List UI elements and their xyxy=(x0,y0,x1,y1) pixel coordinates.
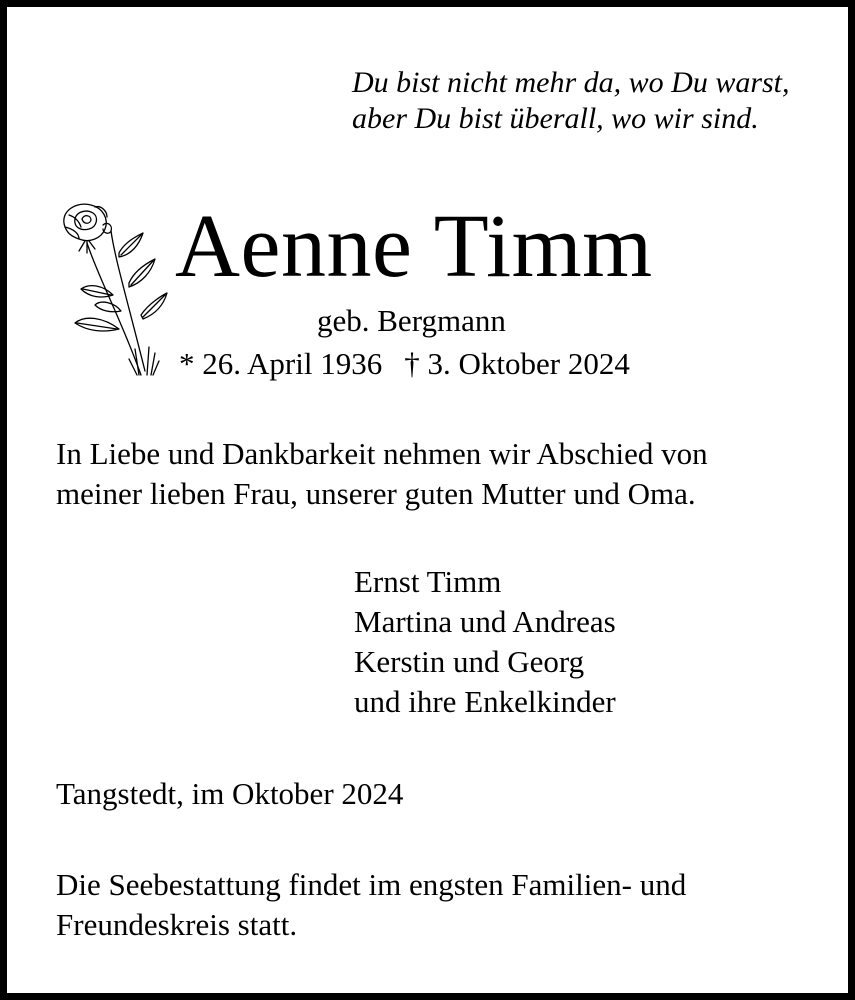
deceased-name: Aenne Timm xyxy=(175,197,653,296)
funeral-note-line-1: Die Seebestattung findet im engsten Familien- und xyxy=(56,867,687,902)
mourner-name: Kerstin und Georg xyxy=(354,644,585,679)
place-date: Tangstedt, im Oktober 2024 xyxy=(56,776,404,811)
rose-icon xyxy=(55,199,173,377)
quote-line-1: Du bist nicht mehr da, wo Du warst, xyxy=(352,66,790,99)
farewell-message xyxy=(56,434,708,514)
mourner-name: Ernst Timm xyxy=(354,564,502,599)
birth-name: geb. Bergmann xyxy=(317,303,506,338)
life-dates xyxy=(179,346,630,382)
funeral-note xyxy=(56,865,686,945)
mourner-name: Martina und Andreas xyxy=(354,604,616,639)
memorial-quote xyxy=(352,65,790,137)
quote-line-2: aber Du bist überall, wo wir sind. xyxy=(352,102,759,135)
birth-date: * 26. April 1936 xyxy=(179,346,383,381)
mourners-list xyxy=(354,562,616,722)
death-date: † 3. Oktober 2024 xyxy=(404,346,630,381)
funeral-note-line-2: Freundeskreis statt. xyxy=(56,907,298,942)
farewell-line-1: In Liebe und Dankbarkeit nehmen wir Abschied von xyxy=(56,436,708,471)
farewell-line-2: meiner lieben Frau, unserer guten Mutter und Oma. xyxy=(56,476,696,511)
mourner-name: und ihre Enkelkinder xyxy=(354,684,616,719)
